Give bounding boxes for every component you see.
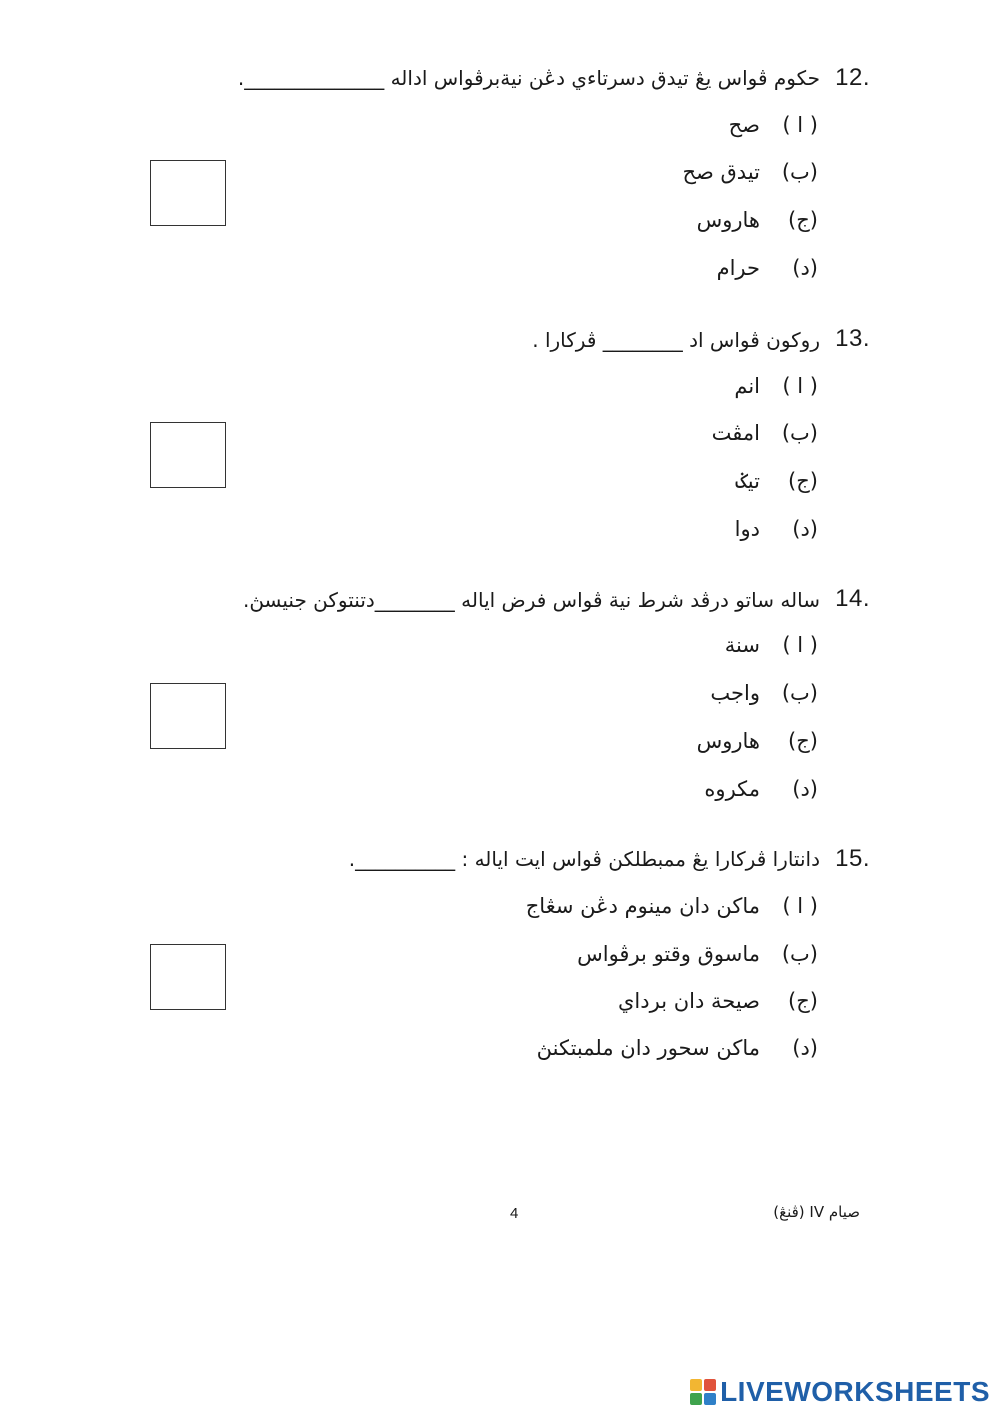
- answer-box-15[interactable]: [150, 944, 226, 1010]
- option-label: (ب): [781, 160, 818, 184]
- option-text: ماکن دان مينوم دڠن سڠاج: [525, 894, 760, 918]
- option-d: [537, 1036, 818, 1060]
- option-c: [736, 469, 819, 493]
- option-label: (ج): [788, 208, 818, 232]
- question-text: حکوم ڤواس يڠ تيدق دسرتاءي دڠن نيةبرڤواس اداله ______________.: [237, 66, 820, 90]
- liveworksheets-icon: [690, 1379, 716, 1405]
- option-b: [577, 942, 818, 966]
- question-text: ساله ساتو درڤد شرط نية ڤواس فرض اياله ________دتنتوکن جنيسڽ.: [242, 588, 820, 612]
- option-text: هاروس: [696, 729, 760, 753]
- question-number: 15.: [835, 845, 870, 872]
- option-c: [697, 208, 818, 232]
- page-number: 4: [510, 1205, 519, 1222]
- option-text: دوا: [734, 517, 760, 541]
- option-a: [725, 633, 818, 657]
- option-label: ( ا ): [782, 374, 818, 398]
- question-number: 13.: [835, 325, 870, 352]
- option-label: (ج): [788, 989, 818, 1013]
- logo-square: [704, 1379, 716, 1391]
- option-d: [704, 777, 818, 801]
- option-label: (د): [792, 777, 818, 801]
- question-number: 12.: [835, 64, 870, 91]
- question-number: 14.: [835, 585, 870, 612]
- option-label: (ب): [781, 681, 818, 705]
- logo-square: [690, 1379, 702, 1391]
- option-c: [618, 989, 818, 1013]
- option-d: [717, 256, 818, 280]
- question-text: دانتارا ڤرکارا يڠ ممبطلکن ڤواس ايت اياله : __________.: [348, 847, 820, 871]
- option-text: واجب: [710, 681, 760, 705]
- option-text: تيݢ: [735, 469, 760, 493]
- option-text: صيحة دان برداي: [618, 989, 760, 1013]
- option-label: ( ا ): [782, 633, 818, 657]
- option-label: (د): [792, 517, 818, 541]
- option-text: تيدق صح: [682, 160, 760, 184]
- option-text: هاروس: [696, 208, 760, 232]
- option-a: [526, 894, 818, 918]
- option-label: (ج): [788, 469, 818, 493]
- option-label: ( ا ): [782, 894, 818, 918]
- option-d: [735, 517, 818, 541]
- option-b: [710, 681, 818, 705]
- logo-square: [704, 1393, 716, 1405]
- answer-box-13[interactable]: [150, 422, 226, 488]
- option-text: امڤت: [711, 421, 760, 445]
- option-label: (ب): [781, 942, 818, 966]
- option-text: صح: [728, 113, 760, 137]
- option-a: [729, 113, 818, 137]
- option-text: ماسوق وقتو برڤواس: [577, 942, 760, 966]
- question-text: روکون ڤواس اد ________ ڤرکارا .: [532, 328, 820, 352]
- option-text: ماکن سحور دان ملمبتکنڽ: [536, 1036, 760, 1060]
- option-a: [734, 374, 818, 398]
- option-b: [682, 160, 818, 184]
- liveworksheets-logo: [690, 1376, 990, 1408]
- option-text: مکروه: [704, 777, 760, 801]
- option-b: [712, 421, 818, 445]
- option-label: ( ا ): [782, 113, 818, 137]
- logo-square: [690, 1393, 702, 1405]
- option-text: سنة: [724, 633, 760, 657]
- answer-box-12[interactable]: [150, 160, 226, 226]
- option-text: حرام: [716, 256, 760, 280]
- brand-name: LIVEWORKSHEETS: [720, 1376, 990, 1407]
- answer-box-14[interactable]: [150, 683, 226, 749]
- footer-label: صيام IV (ڤنڠ): [773, 1203, 860, 1221]
- option-label: (د): [792, 1036, 818, 1060]
- option-label: (د): [792, 256, 818, 280]
- option-text: انم: [734, 374, 760, 398]
- option-label: (ج): [788, 729, 818, 753]
- option-label: (ب): [781, 421, 818, 445]
- option-c: [697, 729, 818, 753]
